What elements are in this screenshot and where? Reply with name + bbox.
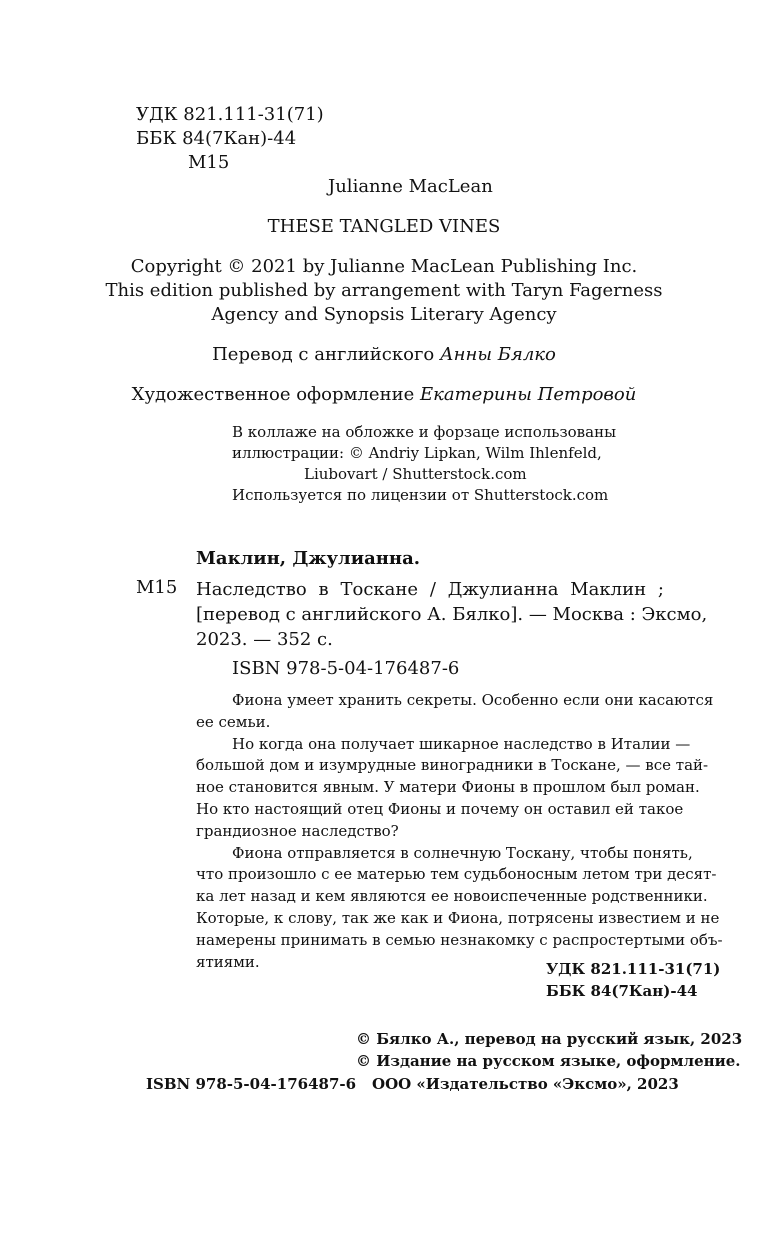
- original-title: THESE TANGLED VINES: [267, 216, 501, 237]
- illustrations-line: иллюстрации: © Andriy Lipkan, Wilm Ihlenfeld,: [232, 444, 602, 462]
- catalog-isbn: ISBN 978-5-04-176487-6: [232, 658, 460, 679]
- illustrations-line: Используется по лицензии от Shutterstock.com: [232, 486, 609, 504]
- copyright-block: [0, 256, 768, 328]
- annotation-line: грандиозное наследство?: [196, 821, 399, 840]
- translator-name: Анны Бялко: [439, 344, 556, 365]
- author-mark: М15: [188, 152, 230, 173]
- copyright-line: Copyright © 2021 by Julianne MacLean Publishing Inc.: [130, 256, 638, 277]
- annotation-line: Фиона умеет хранить секреты. Особенно если они касаются: [232, 691, 714, 709]
- illustrations-block: [232, 422, 616, 506]
- annotation-line: намерены принимать в семью незнакомку с распростертыми объ-: [196, 930, 723, 949]
- design-credit: [0, 384, 768, 405]
- illustrations-line: В коллаже на обложке и форзаце использованы: [232, 423, 617, 441]
- catalog-line: 2023. — 352 с.: [196, 629, 333, 650]
- footer-bbk: ББК 84(7Кан)-44: [546, 982, 698, 1000]
- footer-udk: УДК 821.111-31(71): [546, 960, 721, 978]
- bbk-code: ББК 84(7Кан)-44: [136, 128, 297, 149]
- translation-prefix: Перевод с английского: [212, 344, 440, 365]
- annotation-line: ка лет назад и кем являются ее новоиспеченные родственники.: [196, 887, 708, 906]
- annotation-line: Но кто настоящий отец Фионы и почему он оставил ей такое: [196, 799, 684, 818]
- catalog-author: Маклин, Джулианна.: [196, 548, 421, 569]
- illustrations-line: Liubovart / Shutterstock.com: [304, 465, 527, 483]
- annotation-line: ное становится явным. У матери Фионы в прошлом был роман.: [196, 778, 700, 797]
- annotation-line: ятиями.: [196, 952, 260, 971]
- copyright-line: This edition published by arrangement with Taryn Fagerness: [105, 280, 663, 301]
- annotation-line: Фиона отправляется в солнечную Тоскану, чтобы понять,: [232, 843, 693, 862]
- designer-name: Екатерины Петровой: [419, 384, 637, 405]
- annotation-line: большой дом и изумрудные виноградники в Тоскане, — все тай-: [196, 756, 709, 775]
- translation-credit: [0, 344, 768, 365]
- catalog-line: Наследство в Тоскане / Джулианна Маклин ;: [196, 579, 664, 600]
- design-prefix: Художественное оформление: [131, 384, 420, 405]
- annotation-line: Но когда она получает шикарное наследство в Италии —: [232, 734, 691, 753]
- catalog-code: М15: [136, 577, 178, 598]
- footer-isbn: ISBN 978-5-04-176487-6: [146, 1075, 357, 1093]
- footer-copyright-edition: © Издание на русском языке, оформление.: [356, 1052, 741, 1070]
- annotation-line: ее семьи.: [196, 712, 271, 731]
- original-author: Julianne MacLean: [328, 176, 493, 197]
- annotation-line: Которые, к слову, так же как и Фиона, потрясены известием и не: [196, 908, 720, 927]
- footer-publisher: ООО «Издательство «Эксмо», 2023: [372, 1075, 679, 1093]
- udk-code: УДК 821.111-31(71): [136, 104, 324, 125]
- footer-copyright-translation: © Бялко А., перевод на русский язык, 2023: [356, 1030, 743, 1048]
- catalog-description: [196, 577, 708, 652]
- catalog-line: [перевод с английского А. Бялко]. — Москва : Эксмо,: [196, 604, 708, 625]
- copyright-line: Agency and Synopsis Literary Agency: [211, 304, 557, 325]
- annotation-line: что произошло с ее матерью тем судьбоносным летом три десят-: [196, 865, 717, 884]
